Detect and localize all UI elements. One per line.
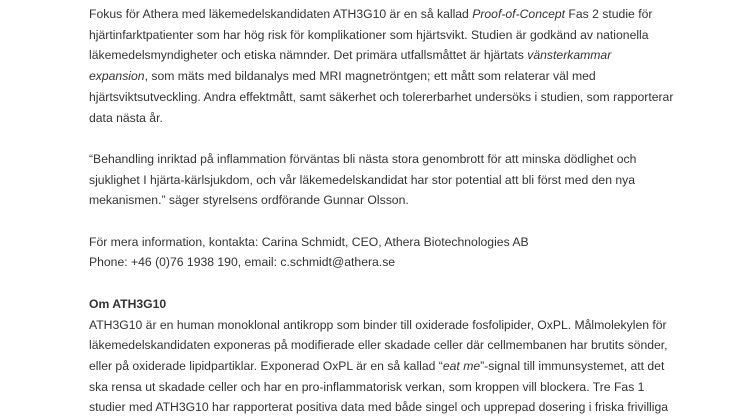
emphasis-text: eat me: [442, 358, 481, 373]
text-line: ska rensa ut skadade celler och har en pro-inflammatorisk verkan, som kroppen vill blockera. Tre Fas 1: [89, 379, 645, 394]
paragraph-gap: [89, 211, 729, 232]
section-about: [89, 294, 729, 418]
contact-line: För mera information, kontakta: Carina Schmidt, CEO, Athera Biotechnologies AB: [89, 234, 529, 249]
document-body: [89, 4, 729, 418]
text-segment: Fokus för Athera med läkemedelskandidaten ATH3G10 är en så kallad: [89, 7, 473, 21]
text-line: ATH3G10 är en human monoklonal antikropp som binder till oxiderade fosfolipider, OxPL. Målmolekylen för: [89, 317, 667, 332]
text-line: hjärtinfarktpatienter som har hög risk för komplikationer som hjärtsvikt. Studien är godkänd av nationella: [89, 27, 649, 42]
text-line: läkemedelskandidaten exponeras på modifierade eller skadade celler där cellmembanen har brutits sönder,: [89, 338, 668, 353]
paragraph-gap: [89, 128, 729, 149]
text-line: [89, 356, 729, 377]
text-line: sjuklighet I hjärta-kärlsjukdom, och vår läkemedelskandidat har stor potential att bli först med den nya: [89, 172, 636, 187]
paragraph-study: [89, 4, 729, 128]
text-line: mekanismen.” säger styrelsens ordförande Gunnar Olsson.: [89, 193, 409, 208]
text-line: [89, 45, 729, 66]
text-line: [89, 66, 729, 87]
text-line: data nästa år.: [89, 110, 163, 125]
emphasis-text: expansion: [89, 69, 145, 84]
text-line: [89, 4, 729, 25]
text-segment: , som mäts med bildanalys med MRI magnetröntgen; ett mått som relaterar väl med: [144, 69, 596, 84]
paragraph-quote: [89, 149, 729, 211]
text-line: hjärtsviktsutveckling. Andra effektmått, samt säkerhet och tolererbarhet undersöks i studien, som rapporterar: [89, 89, 674, 104]
text-segment: eller på oxiderade lipidpartiklar. Exponerad OxPL är en så kallad “: [89, 358, 443, 373]
paragraph-gap: [89, 273, 729, 294]
text-segment: ”-signal till immunsystemet, att det: [480, 358, 665, 373]
emphasis-text: Proof-of-Concept: [472, 7, 566, 21]
emphasis-text: vänsterkammar: [527, 48, 612, 63]
text-segment: läkemedelsmyndigheter och etiska nämnder. Det primära utfallsmåttet är hjärtats: [89, 48, 528, 63]
text-segment: Fas 2 studie för: [565, 7, 653, 21]
paragraph-contact: [89, 232, 729, 273]
section-heading: Om ATH3G10: [89, 296, 167, 311]
text-line: studier med ATH3G10 har rapporterat positiva data med både singel och upprepad dosering i friska frivilliga: [89, 400, 668, 415]
contact-line: Phone: +46 (0)76 1938 190, email: c.schmidt@athera.se: [89, 255, 396, 270]
text-line: “Behandling inriktad på inflammation förväntas bli nästa stora genombrott för att minska dödlighet och: [89, 151, 637, 166]
